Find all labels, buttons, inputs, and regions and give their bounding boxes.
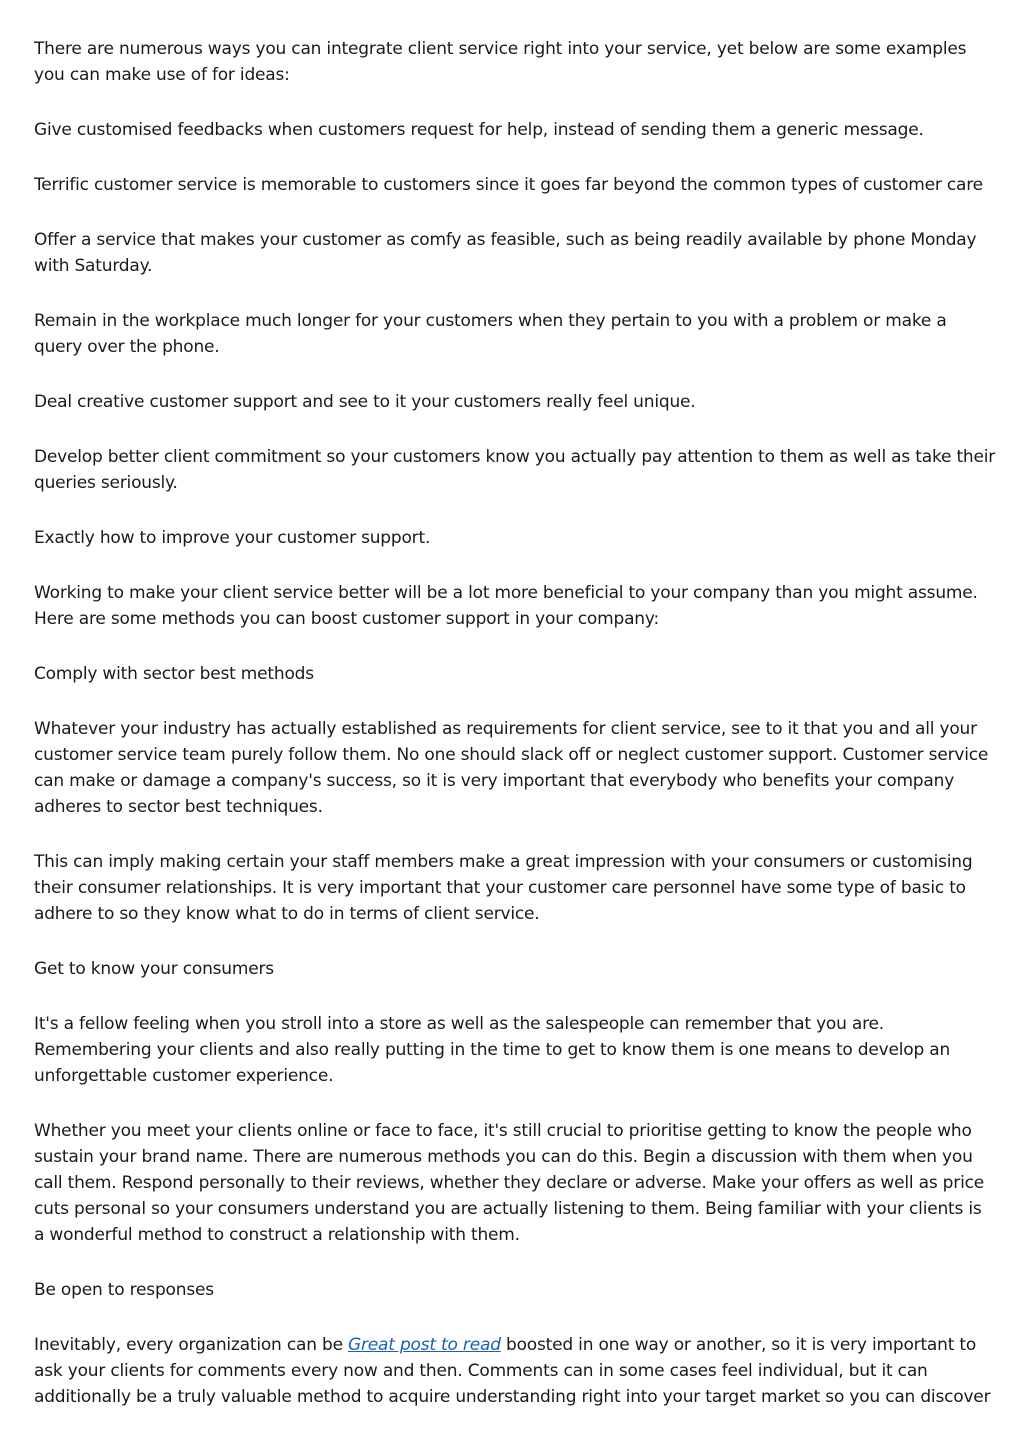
document-body	[34, 36, 996, 1439]
paragraph-5: Remain in the workplace much longer for your customers when they pertain to you with a problem or make a query over the phone.	[34, 311, 947, 357]
paragraph-6: Deal creative customer support and see to it your customers really feel unique.	[34, 392, 696, 412]
section-heading-know-consumers: Get to know your consumers	[34, 959, 274, 979]
paragraph-last-before-link: Inevitably, every organization can be	[34, 1335, 349, 1355]
paragraph-2: Give customised feedbacks when customers request for help, instead of sending them a generic message.	[34, 120, 924, 140]
great-post-link[interactable]: Great post to read	[348, 1335, 501, 1355]
section-heading-best-methods: Comply with sector best methods	[34, 664, 314, 684]
paragraph-3: Terrific customer service is memorable to customers since it goes far beyond the common types of customer care	[34, 175, 983, 195]
paragraph-11: Whatever your industry has actually established as requirements for client service, see to it that you and all your customer service team purely follow them. No one should slack off or neglect customer support. Customer service can make or damage a company's success, so it is very important that everybody who benefits your company adheres to sector best techniques.	[34, 719, 989, 817]
paragraph-1: There are numerous ways you can integrate client service right into your service, yet below are some examples you can make use of for ideas:	[34, 39, 967, 85]
paragraph-12: This can imply making certain your staff members make a great impression with your consumers or customising their consumer relationships. It is very important that your customer care personnel have some type of basic to adhere to so they know what to do in terms of client service.	[34, 852, 973, 924]
paragraph-9: Working to make your client service better will be a lot more beneficial to your company than you might assume. Here are some methods you can boost customer support in your company:	[34, 583, 978, 629]
paragraph-14: It's a fellow feeling when you stroll into a store as well as the salespeople can remember that you are. Remembering your clients and also really putting in the time to get to know them is one means to develop an unforgettable customer experience.	[34, 1014, 951, 1086]
paragraph-15: Whether you meet your clients online or face to face, it's still crucial to prioritise getting to know the people who sustain your brand name. There are numerous methods you can do this. Begin a discussion with them when you call them. Respond personally to their reviews, whether they declare or adverse. Make your offers as well as price cuts personal so your consumers understand you are actually listening to them. Being familiar with your clients is a wonderful method to construct a relationship with them.	[34, 1121, 984, 1245]
section-heading-open-responses: Be open to responses	[34, 1280, 214, 1300]
paragraph-4: Offer a service that makes your customer as comfy as feasible, such as being readily available by phone Monday with Saturday.	[34, 230, 977, 276]
paragraph-last-after-link: boosted in one way or another, so it is very important to ask your clients for comments every now and then. Comments can in some cases feel individual, but it can additionally be a truly valuable method to acquire understanding right into your target market so you can discover	[34, 1335, 991, 1407]
paragraph-last	[34, 1332, 996, 1410]
paragraph-8: Exactly how to improve your customer support.	[34, 528, 431, 548]
paragraph-7: Develop better client commitment so your customers know you actually pay attention to them as well as take their queries seriously.	[34, 447, 996, 493]
